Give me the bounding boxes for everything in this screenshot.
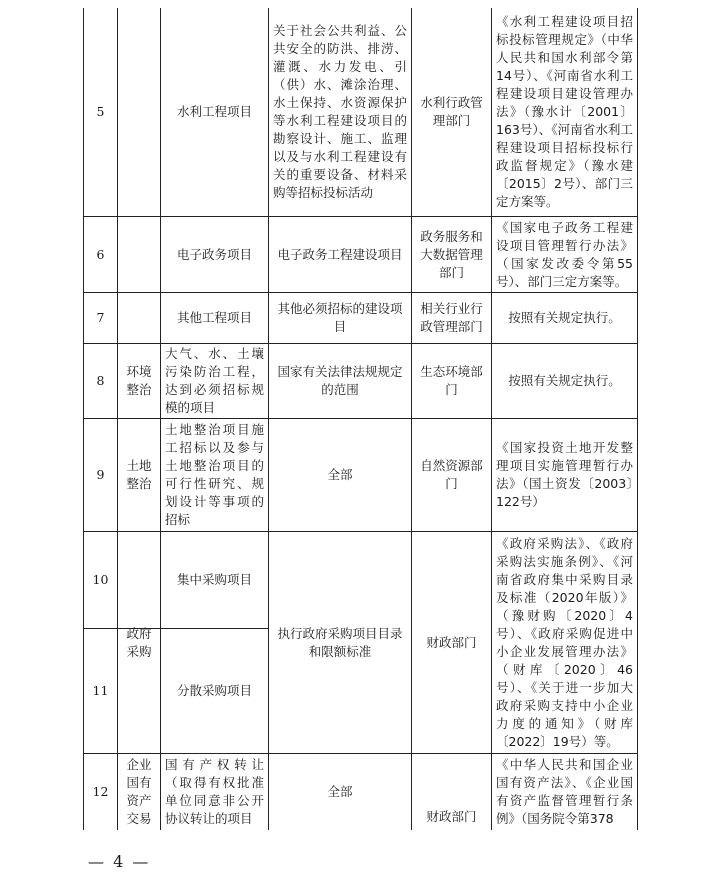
row-10-category: 政府采购 <box>126 625 152 659</box>
row-6-dept: 政务服务和大数据管理部门 <box>420 228 483 280</box>
row-6-scope: 电子政务工程建设项目 <box>277 246 403 262</box>
row-7-basis: 按照有关规定执行。 <box>508 310 621 325</box>
row-10-no: 10 <box>92 572 109 587</box>
row-11-no: 11 <box>92 683 109 698</box>
row-12-basis: 《中华人民共和国企业国有资产法》、《企业国有资产监督管理暂行条例》（国务院令第378 <box>496 757 633 826</box>
row-8-category: 环境整治 <box>126 364 152 397</box>
row-7-project: 其他工程项目 <box>176 310 252 325</box>
row-8-basis: 按照有关规定执行。 <box>508 373 621 388</box>
row-9-basis: 《国家投资土地开发整理项目实施管理暂行办法》（国土资发〔2003〕122号） <box>496 440 633 509</box>
row-7-dept: 相关行业行政管理部门 <box>420 301 483 334</box>
row-8-no: 8 <box>96 373 105 388</box>
row-12-no: 12 <box>92 784 109 799</box>
row-10-basis: 《政府采购法》、《政府采购法实施条例》、《河南省政府集中采购目录及标准（2020年版）》（豫财购〔2020〕4号）、《政府采购促进中小企业发展管理办法》（财库〔2020〕46号）、《关于进一步加大政府采购支持中小企业力度的通知》（财库〔2022〕19号）等。 <box>496 535 633 749</box>
page-number: — 4 — <box>88 852 151 871</box>
row-12-project: 国有产权转让（取得有权批准单位同意非公开协议转让的项目 <box>165 757 264 826</box>
row-6-basis: 《国家电子政务工程建设项目管理暂行办法》（国家发改委令第55号）、部门三定方案等。 <box>496 219 633 289</box>
row-9-project: 土地整治项目施工招标以及参与土地整治项目的可行性研究、规划设计等事项的招标 <box>165 422 264 527</box>
row-8-scope: 国家有关法律法规规定的范围 <box>277 364 403 397</box>
row-5-no: 5 <box>96 104 105 119</box>
row-5-scope: 关于社会公共利益、公共安全的防洪、排涝、灌溉、水力发电、引（供）水、滩涂治理、水土保持、水资源保护等水利工程建设项目的勘察设计、施工、监理以及与水利工程建设有关的重要设备、材料采购等招标投标活动 <box>273 23 407 200</box>
row-12-category: 企业国有资产交易 <box>126 757 152 826</box>
row-10-project: 集中采购项目 <box>176 572 252 587</box>
row-6-project: 电子政务项目 <box>176 246 252 262</box>
row-9-scope: 全部 <box>327 467 353 482</box>
row-10-scope: 执行政府采购项目目录和限额标准 <box>277 625 403 659</box>
row-8-dept: 生态环境部门 <box>420 364 483 397</box>
row-7-no: 7 <box>96 310 105 325</box>
row-11-project: 分散采购项目 <box>176 683 252 698</box>
row-9-no: 9 <box>96 467 105 482</box>
row-7-scope: 其他必须招标的建设项目 <box>277 301 403 334</box>
row-6-no: 6 <box>96 246 105 262</box>
row-12-scope: 全部 <box>327 784 353 799</box>
row-5-dept: 水利行政管理部门 <box>420 95 483 128</box>
row-10-dept: 财政部门 <box>426 634 477 650</box>
row-8-project: 大气、水、土壤污染防治工程，达到必须招标规模的项目 <box>165 346 264 415</box>
row-9-category: 土地整治 <box>126 458 152 491</box>
row-12-dept: 财政部门 <box>426 809 477 824</box>
row-5-basis: 《水利工程建设项目招标投标管理规定》（中华人民共和国水利部令第14号）、《河南省水利工程建设项目建设管理办法》（豫水计〔2001〕163号）、《河南省水利工程建设项目招标投标行政监督规定》（豫水建〔2015〕2号）、部门三定方案等。 <box>496 14 633 209</box>
row-5-project: 水利工程项目 <box>176 104 252 119</box>
row-9-dept: 自然资源部门 <box>420 458 483 491</box>
